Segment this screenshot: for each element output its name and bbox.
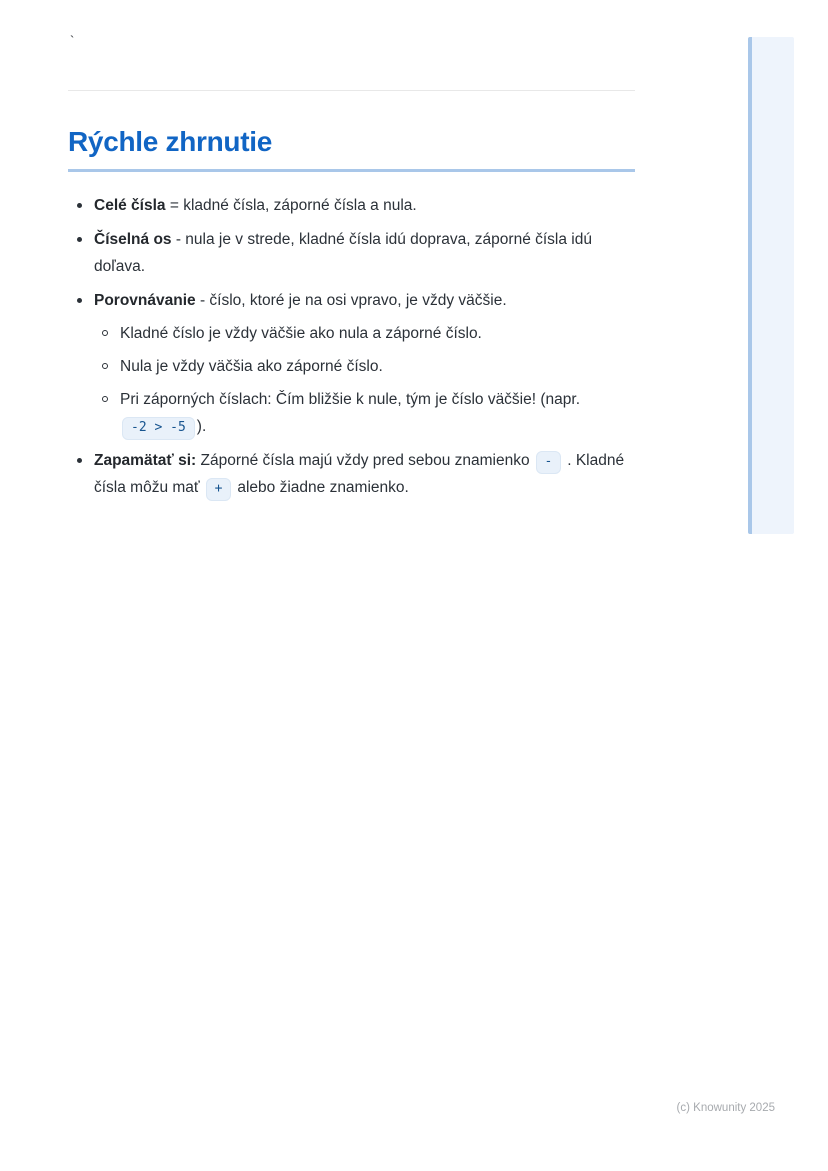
inline-code-comparison: -2 > -5 xyxy=(122,417,195,440)
inline-code-minus-sign: - xyxy=(536,451,561,474)
bullet-disc-icon xyxy=(77,298,82,303)
item-text: - číslo, ktoré je na osi vpravo, je vždy väčšie. xyxy=(195,292,507,309)
bullet-disc-icon xyxy=(77,237,82,242)
sub-list-item xyxy=(94,353,635,380)
list-item xyxy=(68,226,635,280)
list-item xyxy=(68,447,635,501)
sub-item-text: Pri záporných číslach: Čím bližšie k nule, tým je číslo väčšie! (napr. xyxy=(120,391,580,408)
inline-code-plus-sign: + xyxy=(206,478,231,501)
term-bold: Celé čísla xyxy=(94,197,166,214)
term-bold: Porovnávanie xyxy=(94,292,196,309)
top-divider xyxy=(68,90,635,91)
bullet-circle-icon xyxy=(102,330,108,336)
document-content xyxy=(68,126,635,508)
term-bold: Zapamätať si: xyxy=(94,452,197,469)
bullet-disc-icon xyxy=(77,203,82,208)
page-title: Rýchle zhrnutie xyxy=(68,126,272,157)
term-bold: Číselná os xyxy=(94,231,172,248)
sub-list xyxy=(94,320,635,440)
heading-underline xyxy=(68,169,635,172)
item-text: - nula je v strede, kladné čísla idú doprava, záporné čísla idú doľava. xyxy=(94,231,592,275)
highlight-side-panel xyxy=(748,37,794,534)
sub-item-text: ). xyxy=(196,418,207,435)
sub-list-item xyxy=(94,386,635,440)
item-text: alebo žiadne znamienko. xyxy=(233,479,409,496)
list-item xyxy=(68,287,635,440)
list-item xyxy=(68,192,635,219)
item-text: . xyxy=(562,452,576,469)
sub-item-text: Nula je vždy väčšia ako záporné číslo. xyxy=(120,358,383,375)
item-text: = kladné čísla, záporné čísla a nula. xyxy=(165,197,417,214)
bullet-circle-icon xyxy=(102,363,108,369)
bullet-circle-icon xyxy=(102,396,108,402)
item-text: Kladné čísla môžu mať xyxy=(94,452,625,496)
item-text: Záporné čísla majú vždy pred sebou znamienko xyxy=(196,452,534,469)
bullet-disc-icon xyxy=(77,458,82,463)
copyright-text: (c) Knowunity 2025 xyxy=(676,1102,775,1114)
sub-item-text: Kladné číslo je vždy väčšie ako nula a záporné číslo. xyxy=(120,325,482,342)
sub-list-item xyxy=(94,320,635,347)
summary-list xyxy=(68,192,635,501)
stray-backtick-text: ` xyxy=(70,33,75,48)
